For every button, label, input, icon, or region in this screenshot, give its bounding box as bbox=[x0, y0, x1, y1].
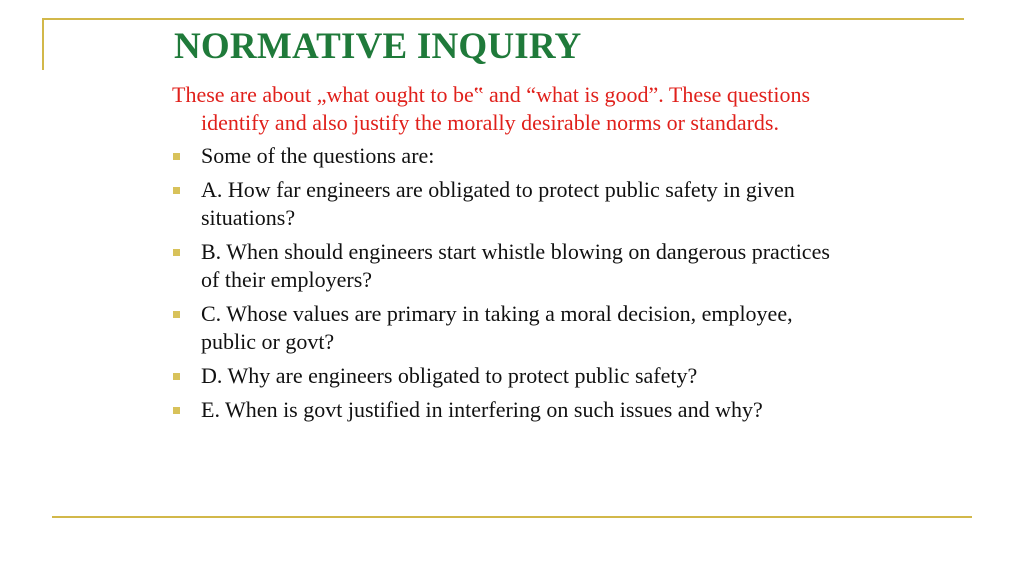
square-bullet-icon bbox=[173, 311, 180, 318]
top-divider-line bbox=[42, 18, 964, 20]
square-bullet-icon bbox=[173, 187, 180, 194]
slide-content bbox=[172, 81, 852, 430]
bullet-text: Some of the questions are: bbox=[201, 143, 435, 168]
bullet-item bbox=[172, 238, 852, 294]
bullet-text: B. When should engineers start whistle blowing on dangerous practices of their employers? bbox=[201, 239, 830, 292]
bullet-text: E. When is govt justified in interfering on such issues and why? bbox=[201, 397, 763, 422]
bullet-item bbox=[172, 396, 852, 424]
bullet-list bbox=[172, 142, 852, 424]
left-accent-line bbox=[42, 18, 44, 70]
intro-text: These are about „what ought to be‟ and “what is good”. These questions identify and also justify the morally desirable norms or standards. bbox=[172, 82, 811, 135]
bullet-item bbox=[172, 300, 852, 356]
square-bullet-icon bbox=[173, 153, 180, 160]
bullet-item bbox=[172, 142, 852, 170]
bullet-text: A. How far engineers are obligated to protect public safety in given situations? bbox=[201, 177, 795, 230]
bullet-text: D. Why are engineers obligated to protect public safety? bbox=[201, 363, 698, 388]
slide-title: NORMATIVE INQUIRY bbox=[174, 26, 582, 67]
bullet-item bbox=[172, 176, 852, 232]
bottom-divider-line bbox=[52, 516, 972, 518]
bullet-item bbox=[172, 362, 852, 390]
square-bullet-icon bbox=[173, 249, 180, 256]
bullet-text: C. Whose values are primary in taking a moral decision, employee, public or govt? bbox=[201, 301, 793, 354]
square-bullet-icon bbox=[173, 407, 180, 414]
square-bullet-icon bbox=[173, 373, 180, 380]
